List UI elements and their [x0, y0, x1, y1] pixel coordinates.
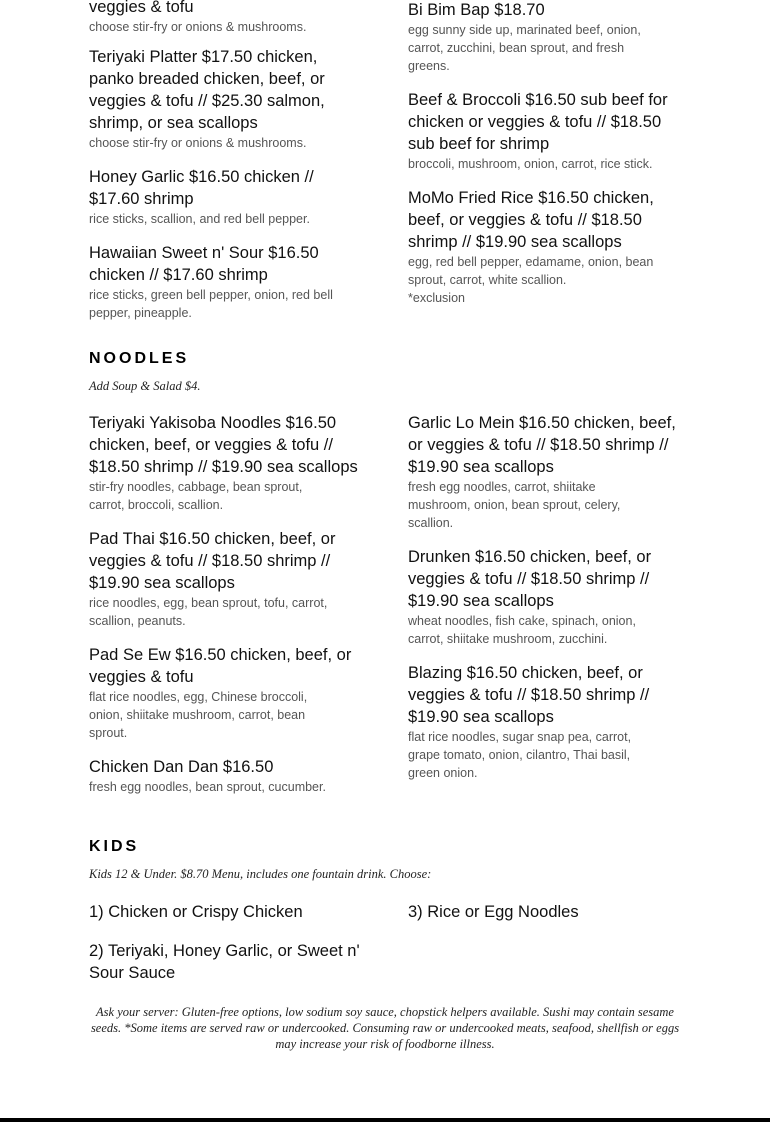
menu-item-title: Bi Bim Bap $18.70 — [408, 1, 545, 19]
kids-option: 2) Teriyaki, Honey Garlic, or Sweet n' Sour Sauce — [89, 942, 360, 982]
menu-item-title: Garlic Lo Mein $16.50 chicken, beef, or veggies & tofu // $18.50 shrimp // $19.90 sea scallops — [408, 414, 676, 476]
menu-item — [408, 89, 683, 173]
kids-option: 3) Rice or Egg Noodles — [408, 903, 579, 921]
kids-option: 1) Chicken or Crispy Chicken — [89, 903, 303, 921]
top-left-column — [89, 0, 364, 336]
menu-item — [89, 528, 364, 630]
menu-item-title: Blazing $16.50 chicken, beef, or veggies & tofu // $18.50 shrimp // $19.90 sea scallops — [408, 664, 650, 726]
menu-item-title: MoMo Fried Rice $16.50 chicken, beef, or veggies & tofu // $18.50 shrimp // $19.90 sea scallops — [408, 189, 654, 251]
menu-item-title: Beef & Broccoli $16.50 sub beef for chicken or veggies & tofu // $18.50 sub beef for shrimp — [408, 91, 668, 153]
menu-item-title: Chicken Dan Dan $16.50 — [89, 758, 274, 776]
menu-item-description: flat rice noodles, sugar snap pea, carrot, grape tomato, onion, cilantro, Thai basil, green onion. — [408, 730, 632, 780]
top-right-column — [408, 0, 683, 321]
menu-item-title: Teriyaki Yakisoba Noodles $16.50 chicken, beef, or veggies & tofu // $18.50 shrimp // $19.90 sea scallops — [89, 414, 358, 476]
noodles-right-column — [408, 412, 683, 796]
menu-item-description: flat rice noodles, egg, Chinese broccoli, onion, shiitake mushroom, carrot, bean sprout. — [89, 690, 308, 740]
menu-item — [89, 412, 364, 514]
menu-item-title: Hawaiian Sweet n' Sour $16.50 chicken // $17.60 shrimp — [89, 244, 319, 284]
section-note-noodles: Add Soup & Salad $4. — [89, 379, 201, 393]
menu-item — [89, 644, 364, 742]
menu-item — [408, 662, 683, 782]
menu-item — [89, 166, 364, 228]
menu-item-description: choose stir-fry or onions & mushrooms. — [89, 136, 307, 150]
menu-item-description: fresh egg noodles, bean sprout, cucumber. — [89, 780, 326, 794]
menu-item-description: egg sunny side up, marinated beef, onion, carrot, zucchini, bean sprout, and fresh greens. — [408, 23, 641, 73]
menu-item-description: fresh egg noodles, carrot, shiitake mushroom, onion, bean sprout, celery, scallion. — [408, 480, 621, 530]
menu-item-description: egg, red bell pepper, edamame, onion, bean sprout, carrot, white scallion. — [408, 255, 654, 287]
menu-item-title: Honey Garlic $16.50 chicken // $17.60 shrimp — [89, 168, 314, 208]
bottom-divider — [0, 1118, 770, 1122]
menu-item-description: rice sticks, green bell pepper, onion, red bell pepper, pineapple. — [89, 288, 333, 320]
noodles-left-column — [89, 412, 364, 810]
menu-item-description: stir-fry noodles, cabbage, bean sprout, carrot, broccoli, scallion. — [89, 480, 303, 512]
exclusion-note: *exclusion — [408, 291, 465, 305]
menu-item-description: broccoli, mushroom, onion, carrot, rice stick. — [408, 157, 653, 171]
menu-item-description: rice sticks, scallion, and red bell pepper. — [89, 212, 310, 226]
menu-item — [408, 187, 683, 307]
menu-item — [408, 412, 683, 532]
menu-item — [408, 0, 683, 75]
menu-item — [89, 242, 364, 322]
menu-item — [89, 0, 364, 36]
menu-item-description: wheat noodles, fish cake, spinach, onion, carrot, shiitake mushroom, zucchini. — [408, 614, 636, 646]
menu-item-title: Drunken $16.50 chicken, beef, or veggies & tofu // $18.50 shrimp // $19.90 sea scallops — [408, 548, 652, 610]
menu-item — [408, 546, 683, 648]
menu-item — [89, 46, 364, 152]
menu-item-title: veggies & tofu — [89, 0, 194, 16]
menu-item-title: Pad Thai $16.50 chicken, beef, or veggies & tofu // $18.50 shrimp // $19.90 sea scallops — [89, 530, 336, 592]
menu-item-title: Pad Se Ew $16.50 chicken, beef, or veggies & tofu — [89, 646, 352, 686]
allergy-disclaimer: Ask your server: Gluten-free options, low sodium soy sauce, chopstick helpers available. Sushi may contain sesame seeds. *Some items are served raw or undercooked. Consuming raw or undercooked meats, seafood, shellfish or eggs may increase your risk of foodborne illness. — [90, 1005, 680, 1051]
section-title-noodles: NOODLES — [89, 350, 190, 367]
menu-item-title: Teriyaki Platter $17.50 chicken, panko breaded chicken, beef, or veggies & tofu // $25.30 salmon, shrimp, or sea scallops — [89, 48, 325, 132]
section-note-kids: Kids 12 & Under. $8.70 Menu, includes one fountain drink. Choose: — [89, 867, 432, 881]
section-title-kids: KIDS — [89, 838, 140, 855]
menu-item-description: choose stir-fry or onions & mushrooms. — [89, 20, 307, 34]
menu-item-description: rice noodles, egg, bean sprout, tofu, carrot, scallion, peanuts. — [89, 596, 328, 628]
menu-item — [89, 756, 364, 796]
